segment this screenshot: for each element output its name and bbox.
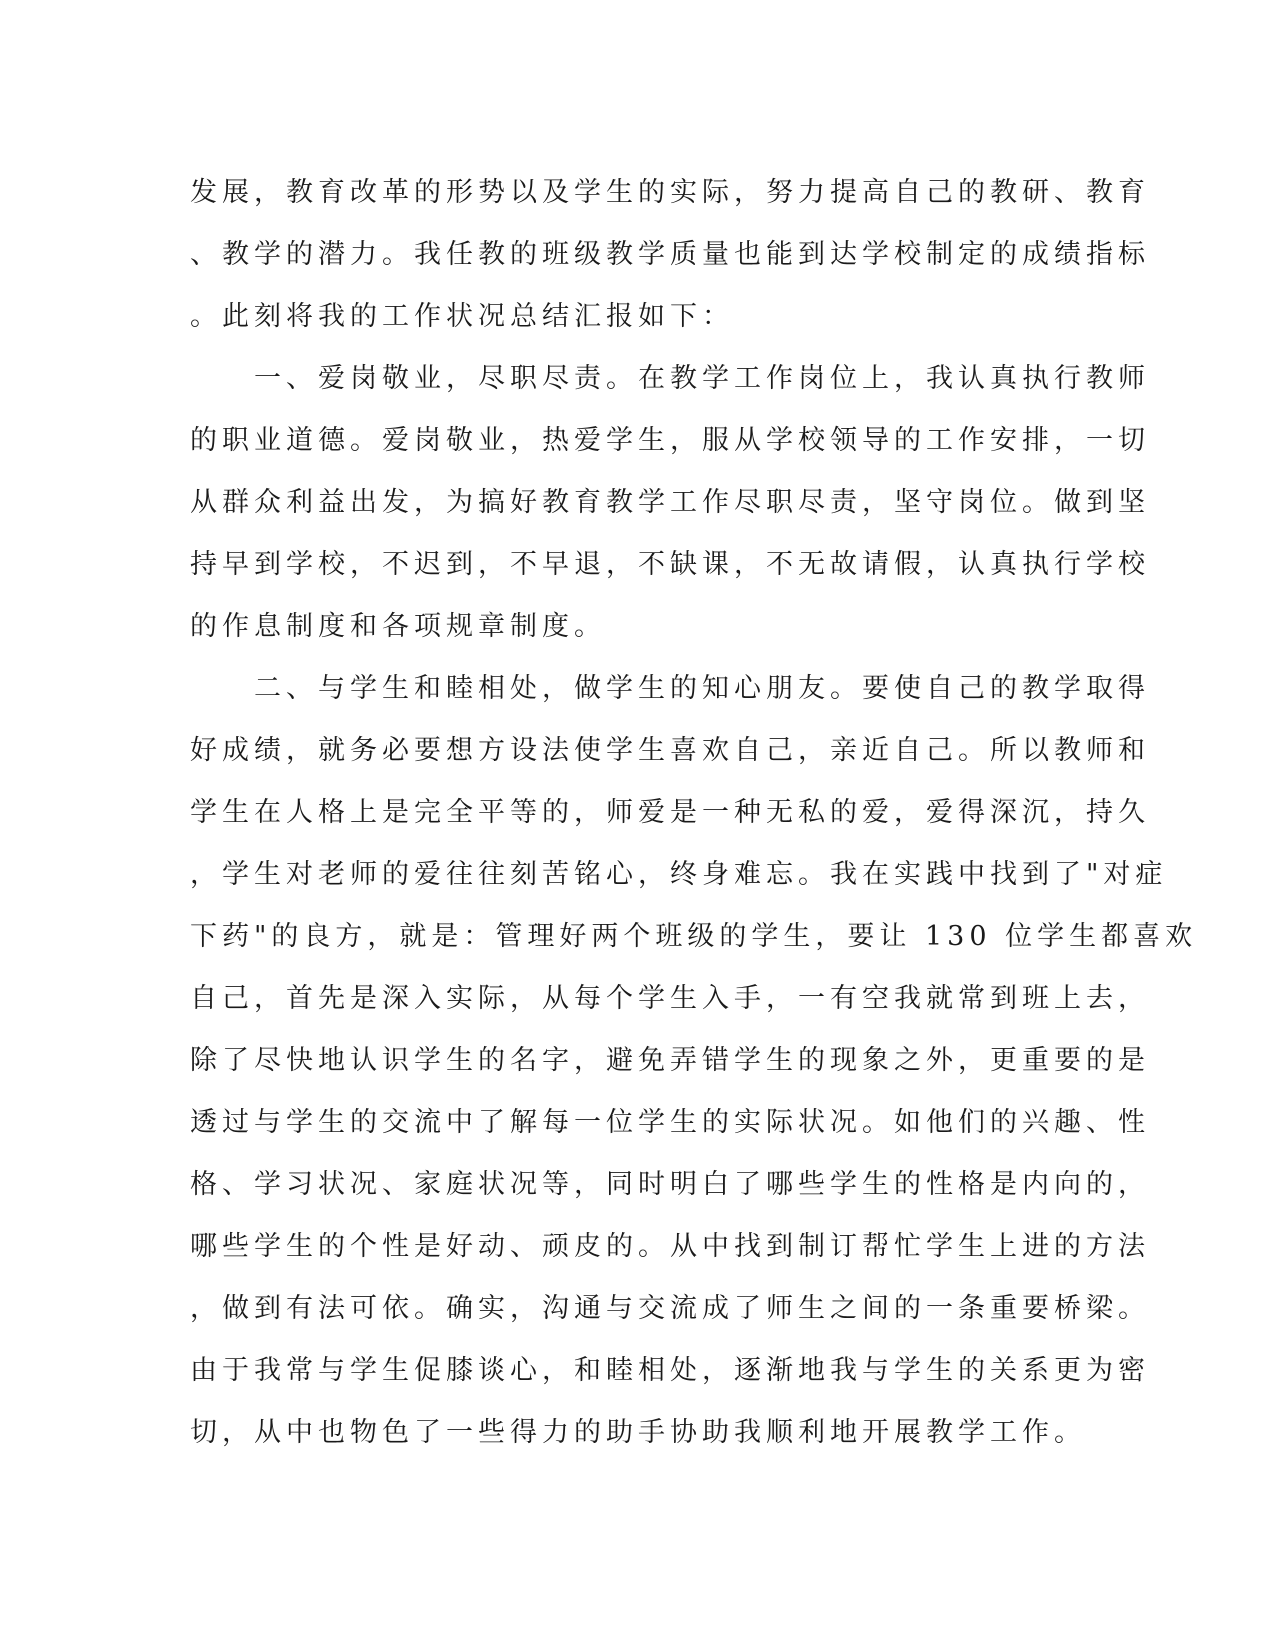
text-line: 好成绩，就务必要想方设法使学生喜欢自己，亲近自己。所以教师和 — [190, 735, 1150, 766]
text-line: 格、学习状况、家庭状况等，同时明白了哪些学生的性格是内向的， — [190, 1169, 1150, 1200]
paragraph-one-heading-line: 一、爱岗敬业，尽职尽责。在教学工作岗位上，我认真执行教师 — [190, 363, 1150, 394]
text-line: 切，从中也物色了一些得力的助手协助我顺利地开展教学工作。 — [190, 1417, 1086, 1448]
text-line: 学生在人格上是完全平等的，师爱是一种无私的爱，爱得深沉，持久 — [190, 797, 1150, 828]
text-line: ，学生对老师的爱往往刻苦铭心，终身难忘。我在实践中找到了"对症 — [190, 859, 1168, 890]
text-line: 由于我常与学生促膝谈心，和睦相处，逐渐地我与学生的关系更为密 — [190, 1355, 1150, 1386]
text-line: 自己，首先是深入实际，从每个学生入手，一有空我就常到班上去， — [190, 983, 1150, 1014]
text-line: 、教学的潜力。我任教的班级教学质量也能到达学校制定的成绩指标 — [190, 239, 1150, 270]
text-line: 持早到学校，不迟到，不早退，不缺课，不无故请假，认真执行学校 — [190, 549, 1150, 580]
text-line: 哪些学生的个性是好动、顽皮的。从中找到制订帮忙学生上进的方法 — [190, 1231, 1150, 1262]
text-line: ，做到有法可依。确实，沟通与交流成了师生之间的一条重要桥梁。 — [190, 1293, 1150, 1324]
text-line: 。此刻将我的工作状况总结汇报如下： — [190, 301, 734, 332]
text-line: 的作息制度和各项规章制度。 — [190, 611, 606, 642]
text-line: 从群众利益出发，为搞好教育教学工作尽职尽责，坚守岗位。做到坚 — [190, 487, 1150, 518]
text-line: 发展，教育改革的形势以及学生的实际，努力提高自己的教研、教育 — [190, 177, 1150, 208]
paragraph-two-heading-line: 二、与学生和睦相处，做学生的知心朋友。要使自己的教学取得 — [190, 673, 1150, 704]
text-line: 除了尽快地认识学生的名字，避免弄错学生的现象之外，更重要的是 — [190, 1045, 1150, 1076]
text-line: 的职业道德。爱岗敬业，热爱学生，服从学校领导的工作安排，一切 — [190, 425, 1150, 456]
body-text — [190, 162, 1198, 1464]
text-line: 下药"的良方，就是：管理好两个班级的学生，要让 130 位学生都喜欢 — [190, 921, 1198, 952]
text-line: 透过与学生的交流中了解每一位学生的实际状况。如他们的兴趣、性 — [190, 1107, 1150, 1138]
